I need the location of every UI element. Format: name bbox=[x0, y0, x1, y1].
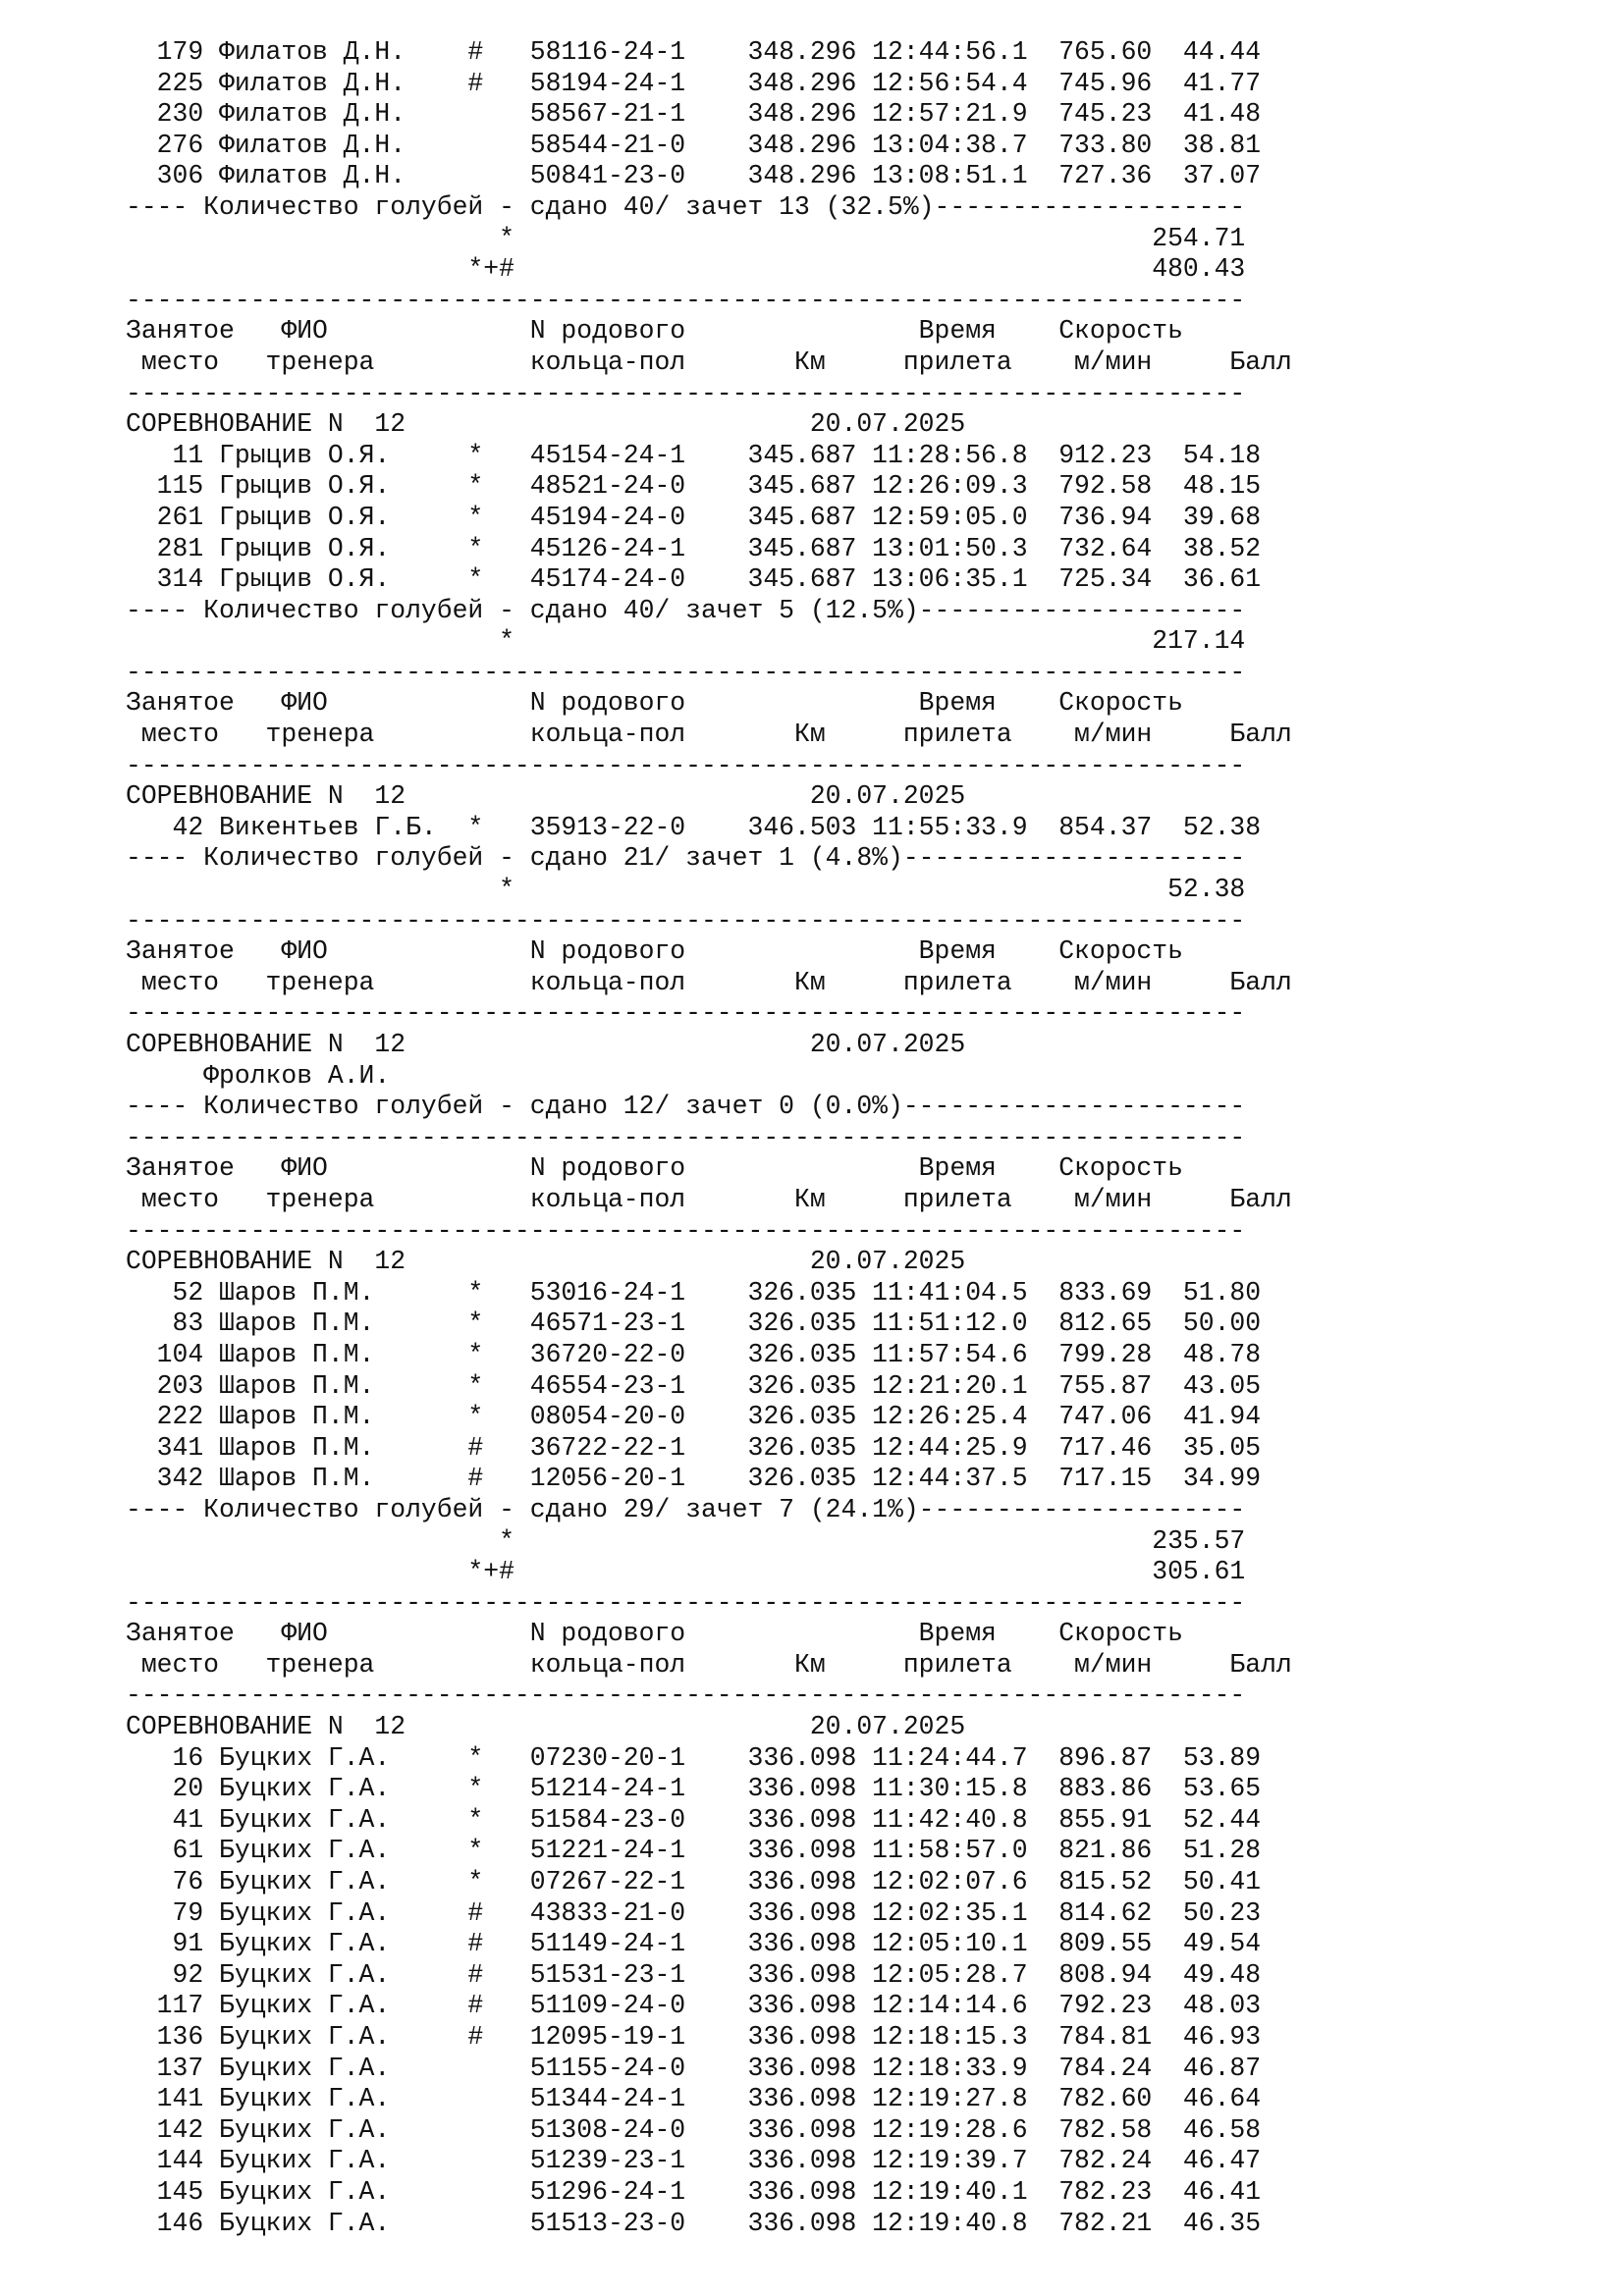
result-row: 306 Филатов Д.Н. 50841-23-0 348.296 13:08:51.1 727.36 37.07 bbox=[126, 161, 1262, 191]
total-line: * 235.57 bbox=[126, 1525, 1246, 1556]
summary-line: ---- Количество голубей - сдано 40/ зачет 13 (32.5%)-------------------- bbox=[126, 191, 1246, 222]
separator-line: ------------------------------------------------------------------------ bbox=[126, 1587, 1246, 1618]
separator-line: ------------------------------------------------------------------------ bbox=[126, 378, 1246, 408]
result-row: 117 Буцких Г.А. # 51109-24-0 336.098 12:14:14.6 792.23 48.03 bbox=[126, 1991, 1262, 2021]
result-row: 145 Буцких Г.А. 51296-24-1 336.098 12:19:40.1 782.23 46.41 bbox=[126, 2176, 1262, 2207]
separator-line: ------------------------------------------------------------------------ bbox=[126, 1215, 1246, 1246]
column-header: Занятое ФИО N родового Время Скорость bbox=[126, 688, 1183, 719]
result-row: 92 Буцких Г.А. # 51531-23-1 336.098 12:05:28.7 808.94 49.48 bbox=[126, 1959, 1262, 1990]
column-header: место тренера кольца-пол Км прилета м/мин Балл bbox=[126, 1649, 1292, 1680]
result-row: 83 Шаров П.М. * 46571-23-1 326.035 11:51:12.0 812.65 50.00 bbox=[126, 1308, 1262, 1339]
result-row: 276 Филатов Д.Н. 58544-21-0 348.296 13:04:38.7 733.80 38.81 bbox=[126, 130, 1262, 160]
result-row: 20 Буцких Г.А. * 51214-24-1 336.098 11:30:15.8 883.86 53.65 bbox=[126, 1774, 1262, 1804]
result-row: 225 Филатов Д.Н. # 58194-24-1 348.296 12:56:54.4 745.96 41.77 bbox=[126, 68, 1262, 98]
separator-line: ------------------------------------------------------------------------ bbox=[126, 998, 1246, 1029]
result-row: 144 Буцких Г.А. 51239-23-1 336.098 12:19:39.7 782.24 46.47 bbox=[126, 2146, 1262, 2176]
result-row: 11 Грыцив О.Я. * 45154-24-1 345.687 11:28:56.8 912.23 54.18 bbox=[126, 440, 1262, 470]
competition-header: СОРЕВНОВАНИЕ N 12 20.07.2025 bbox=[126, 1247, 966, 1277]
result-row: 52 Шаров П.М. * 53016-24-1 326.035 11:41:04.5 833.69 51.80 bbox=[126, 1277, 1262, 1308]
result-row: 141 Буцких Г.А. 51344-24-1 336.098 12:19:27.8 782.60 46.64 bbox=[126, 2084, 1262, 2114]
result-row: 61 Буцких Г.А. * 51221-24-1 336.098 11:58:57.0 821.86 51.28 bbox=[126, 1836, 1262, 1866]
column-header: Занятое ФИО N родового Время Скорость bbox=[126, 936, 1183, 967]
result-row: 136 Буцких Г.А. # 12095-19-1 336.098 12:18:15.3 784.81 46.93 bbox=[126, 2022, 1262, 2052]
column-header: Занятое ФИО N родового Время Скорость bbox=[126, 1619, 1183, 1649]
result-row: 76 Буцких Г.А. * 07267-22-1 336.098 12:02:07.6 815.52 50.41 bbox=[126, 1867, 1262, 1897]
result-row: 146 Буцких Г.А. 51513-23-0 336.098 12:19:40.8 782.21 46.35 bbox=[126, 2208, 1262, 2238]
result-row: 342 Шаров П.М. # 12056-20-1 326.035 12:44:37.5 717.15 34.99 bbox=[126, 1464, 1262, 1494]
text-line: Фролков А.И. bbox=[126, 1060, 391, 1091]
result-row: 203 Шаров П.М. * 46554-23-1 326.035 12:21:20.1 755.87 43.05 bbox=[126, 1370, 1262, 1401]
separator-line: ------------------------------------------------------------------------ bbox=[126, 905, 1246, 935]
total-line: * 254.71 bbox=[126, 223, 1246, 253]
result-row: 91 Буцких Г.А. # 51149-24-1 336.098 12:05:10.1 809.55 49.54 bbox=[126, 1929, 1262, 1959]
competition-header: СОРЕВНОВАНИЕ N 12 20.07.2025 bbox=[126, 1030, 966, 1059]
column-header: Занятое ФИО N родового Время Скорость bbox=[126, 316, 1183, 347]
summary-line: ---- Количество голубей - сдано 40/ зачет 5 (12.5%)--------------------- bbox=[126, 595, 1246, 625]
column-header: место тренера кольца-пол Км прилета м/мин Балл bbox=[126, 720, 1292, 750]
competition-header: СОРЕВНОВАНИЕ N 12 20.07.2025 bbox=[126, 409, 966, 440]
result-row: 16 Буцких Г.А. * 07230-20-1 336.098 11:24:44.7 896.87 53.89 bbox=[126, 1742, 1262, 1773]
result-row: 230 Филатов Д.Н. 58567-21-1 348.296 12:57:21.9 745.23 41.48 bbox=[126, 99, 1262, 130]
result-row: 261 Грыцив О.Я. * 45194-24-0 345.687 12:59:05.0 736.94 39.68 bbox=[126, 502, 1262, 532]
total-line: * 217.14 bbox=[126, 626, 1246, 657]
total-line: * 52.38 bbox=[126, 875, 1246, 905]
total-line: *+# 480.43 bbox=[126, 254, 1246, 285]
result-row: 41 Буцких Г.А. * 51584-23-0 336.098 11:42:40.8 855.91 52.44 bbox=[126, 1804, 1262, 1835]
result-row: 179 Филатов Д.Н. # 58116-24-1 348.296 12:44:56.1 765.60 44.44 bbox=[126, 37, 1262, 67]
result-row: 104 Шаров П.М. * 36720-22-0 326.035 11:57:54.6 799.28 48.78 bbox=[126, 1339, 1262, 1369]
separator-line: ------------------------------------------------------------------------ bbox=[126, 657, 1246, 687]
results-printout bbox=[126, 37, 1292, 2239]
separator-line: ------------------------------------------------------------------------ bbox=[126, 750, 1246, 780]
result-row: 341 Шаров П.М. # 36722-22-1 326.035 12:44:25.9 717.46 35.05 bbox=[126, 1432, 1262, 1463]
summary-line: ---- Количество голубей - сдано 29/ зачет 7 (24.1%)--------------------- bbox=[126, 1494, 1246, 1524]
summary-line: ---- Количество голубей - сдано 12/ зачет 0 (0.0%)---------------------- bbox=[126, 1092, 1246, 1122]
result-row: 79 Буцких Г.А. # 43833-21-0 336.098 12:02:35.1 814.62 50.23 bbox=[126, 1897, 1262, 1928]
total-line: *+# 305.61 bbox=[126, 1557, 1246, 1587]
summary-line: ---- Количество голубей - сдано 21/ зачет 1 (4.8%)---------------------- bbox=[126, 843, 1246, 874]
result-row: 142 Буцких Г.А. 51308-24-0 336.098 12:19:28.6 782.58 46.58 bbox=[126, 2114, 1262, 2145]
competition-header: СОРЕВНОВАНИЕ N 12 20.07.2025 bbox=[126, 1712, 966, 1742]
result-row: 137 Буцких Г.А. 51155-24-0 336.098 12:18:33.9 784.24 46.87 bbox=[126, 2053, 1262, 2083]
column-header: место тренера кольца-пол Км прилета м/мин Балл bbox=[126, 347, 1292, 377]
separator-line: ------------------------------------------------------------------------ bbox=[126, 1681, 1246, 1711]
column-header: Занятое ФИО N родового Время Скорость bbox=[126, 1153, 1183, 1184]
result-row: 314 Грыцив О.Я. * 45174-24-0 345.687 13:06:35.1 725.34 36.61 bbox=[126, 564, 1262, 595]
separator-line: ------------------------------------------------------------------------ bbox=[126, 1122, 1246, 1152]
result-row: 42 Викентьев Г.Б. * 35913-22-0 346.503 11:55:33.9 854.37 52.38 bbox=[126, 812, 1262, 842]
competition-header: СОРЕВНОВАНИЕ N 12 20.07.2025 bbox=[126, 781, 966, 812]
result-row: 222 Шаров П.М. * 08054-20-0 326.035 12:26:25.4 747.06 41.94 bbox=[126, 1402, 1262, 1432]
result-row: 115 Грыцив О.Я. * 48521-24-0 345.687 12:26:09.3 792.58 48.15 bbox=[126, 471, 1262, 502]
column-header: место тренера кольца-пол Км прилета м/мин Балл bbox=[126, 967, 1292, 997]
result-row: 281 Грыцив О.Я. * 45126-24-1 345.687 13:01:50.3 732.64 38.52 bbox=[126, 533, 1262, 563]
column-header: место тренера кольца-пол Км прилета м/мин Балл bbox=[126, 1184, 1292, 1214]
separator-line: ------------------------------------------------------------------------ bbox=[126, 285, 1246, 315]
